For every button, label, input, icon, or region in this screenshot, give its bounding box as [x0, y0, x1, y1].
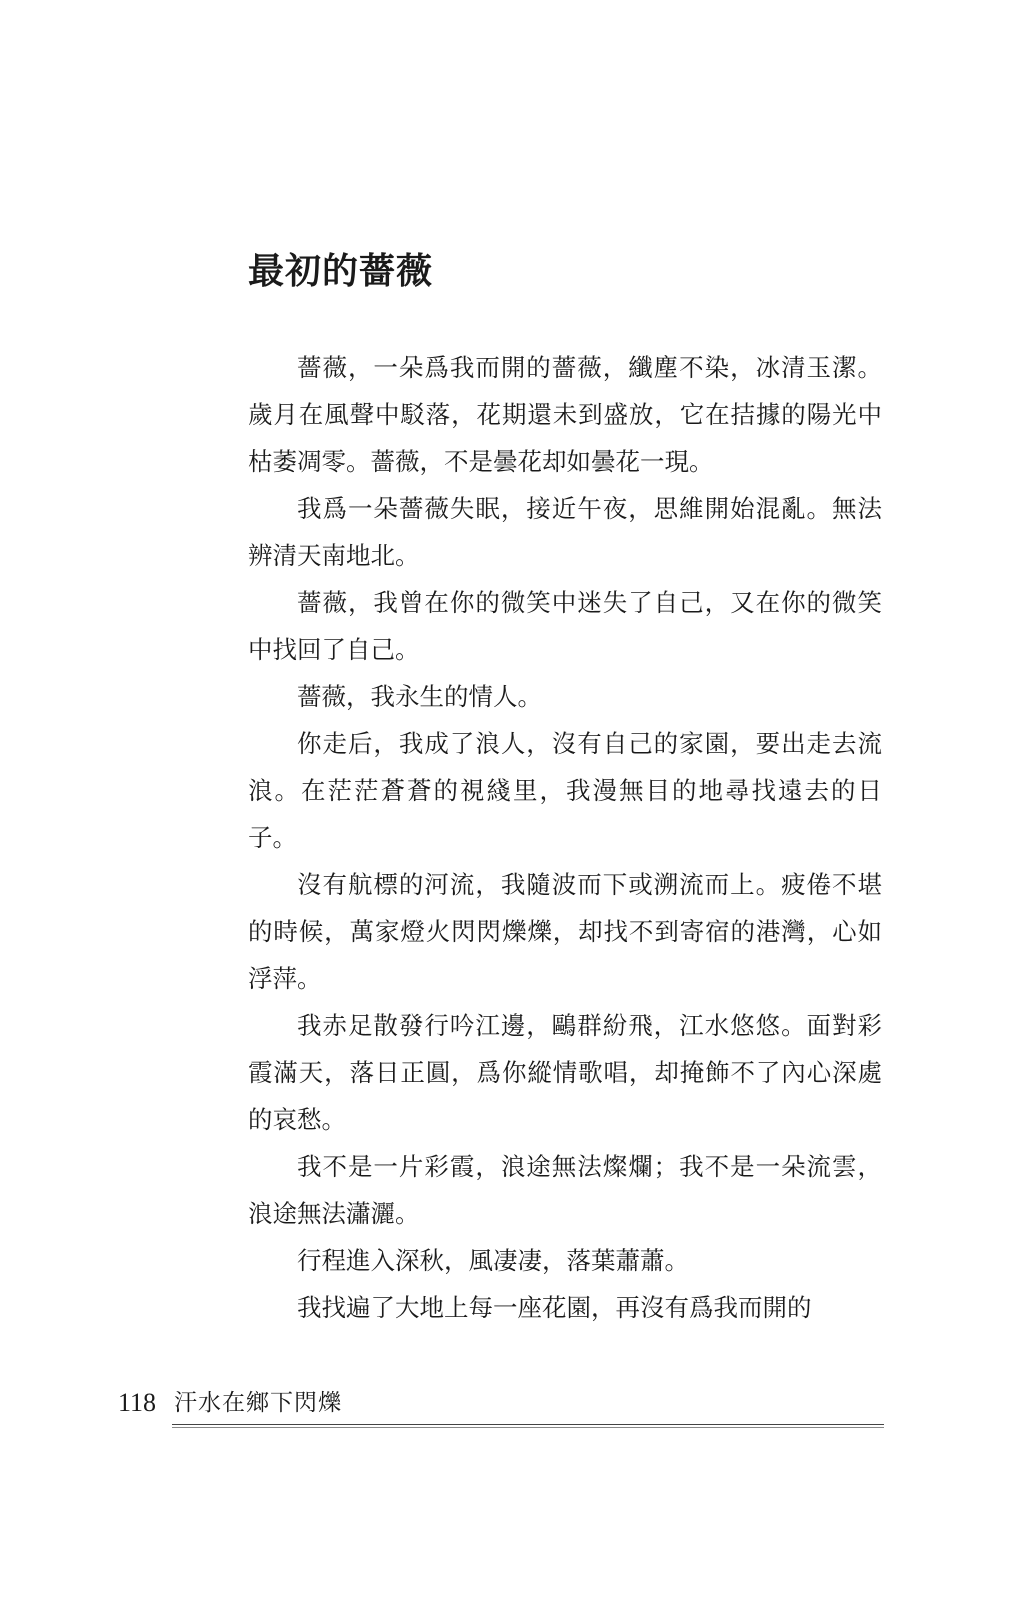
- paragraph: 我爲一朵薔薇失眠，接近午夜，思維開始混亂。無法辨清天南地北。: [248, 494, 882, 570]
- paragraph: 我不是一片彩霞，浪途無法燦爛；我不是一朵流雲，浪途無法瀟灑。: [248, 1152, 882, 1228]
- paragraph: 我找遍了大地上每一座花園，再沒有爲我而開的: [297, 1293, 812, 1322]
- paragraph: 我赤足散發行吟江邊，鷗群紛飛，江水悠悠。面對彩霞滿天，落日正圓，爲你縱情歌唱，却掩飾不了內心深處的哀愁。: [248, 1011, 882, 1134]
- page-footer: [118, 1386, 884, 1436]
- page-title: 最初的薔薇: [248, 251, 434, 292]
- paragraph: 薔薇，我曾在你的微笑中迷失了自己，又在你的微笑中找回了自己。: [248, 588, 882, 664]
- article-body: [248, 344, 882, 1331]
- paragraph: 你走后，我成了浪人，沒有自己的家園，要出走去流浪。在茫茫蒼蒼的視綫里，我漫無目的地尋找遠去的日子。: [248, 729, 882, 852]
- paragraph: 行程進入深秋，風凄凄，落葉蕭蕭。: [297, 1246, 689, 1275]
- page-number: 118: [118, 1388, 157, 1417]
- paragraph: 薔薇，我永生的情人。: [297, 682, 542, 711]
- paragraph: 沒有航標的河流，我隨波而下或溯流而上。疲倦不堪的時候，萬家燈火閃閃爍爍，却找不到寄宿的港灣，心如浮萍。: [248, 870, 882, 993]
- running-book-title: 汗水在鄉下閃爍: [174, 1390, 342, 1416]
- footer-rule-secondary: [172, 1427, 884, 1428]
- footer-rule: [172, 1424, 884, 1425]
- paragraph: 薔薇，一朵爲我而開的薔薇，纖塵不染，冰清玉潔。歲月在風聲中駁落，花期還未到盛放，它在拮據的陽光中枯萎凋零。薔薇，不是曇花却如曇花一現。: [248, 353, 882, 476]
